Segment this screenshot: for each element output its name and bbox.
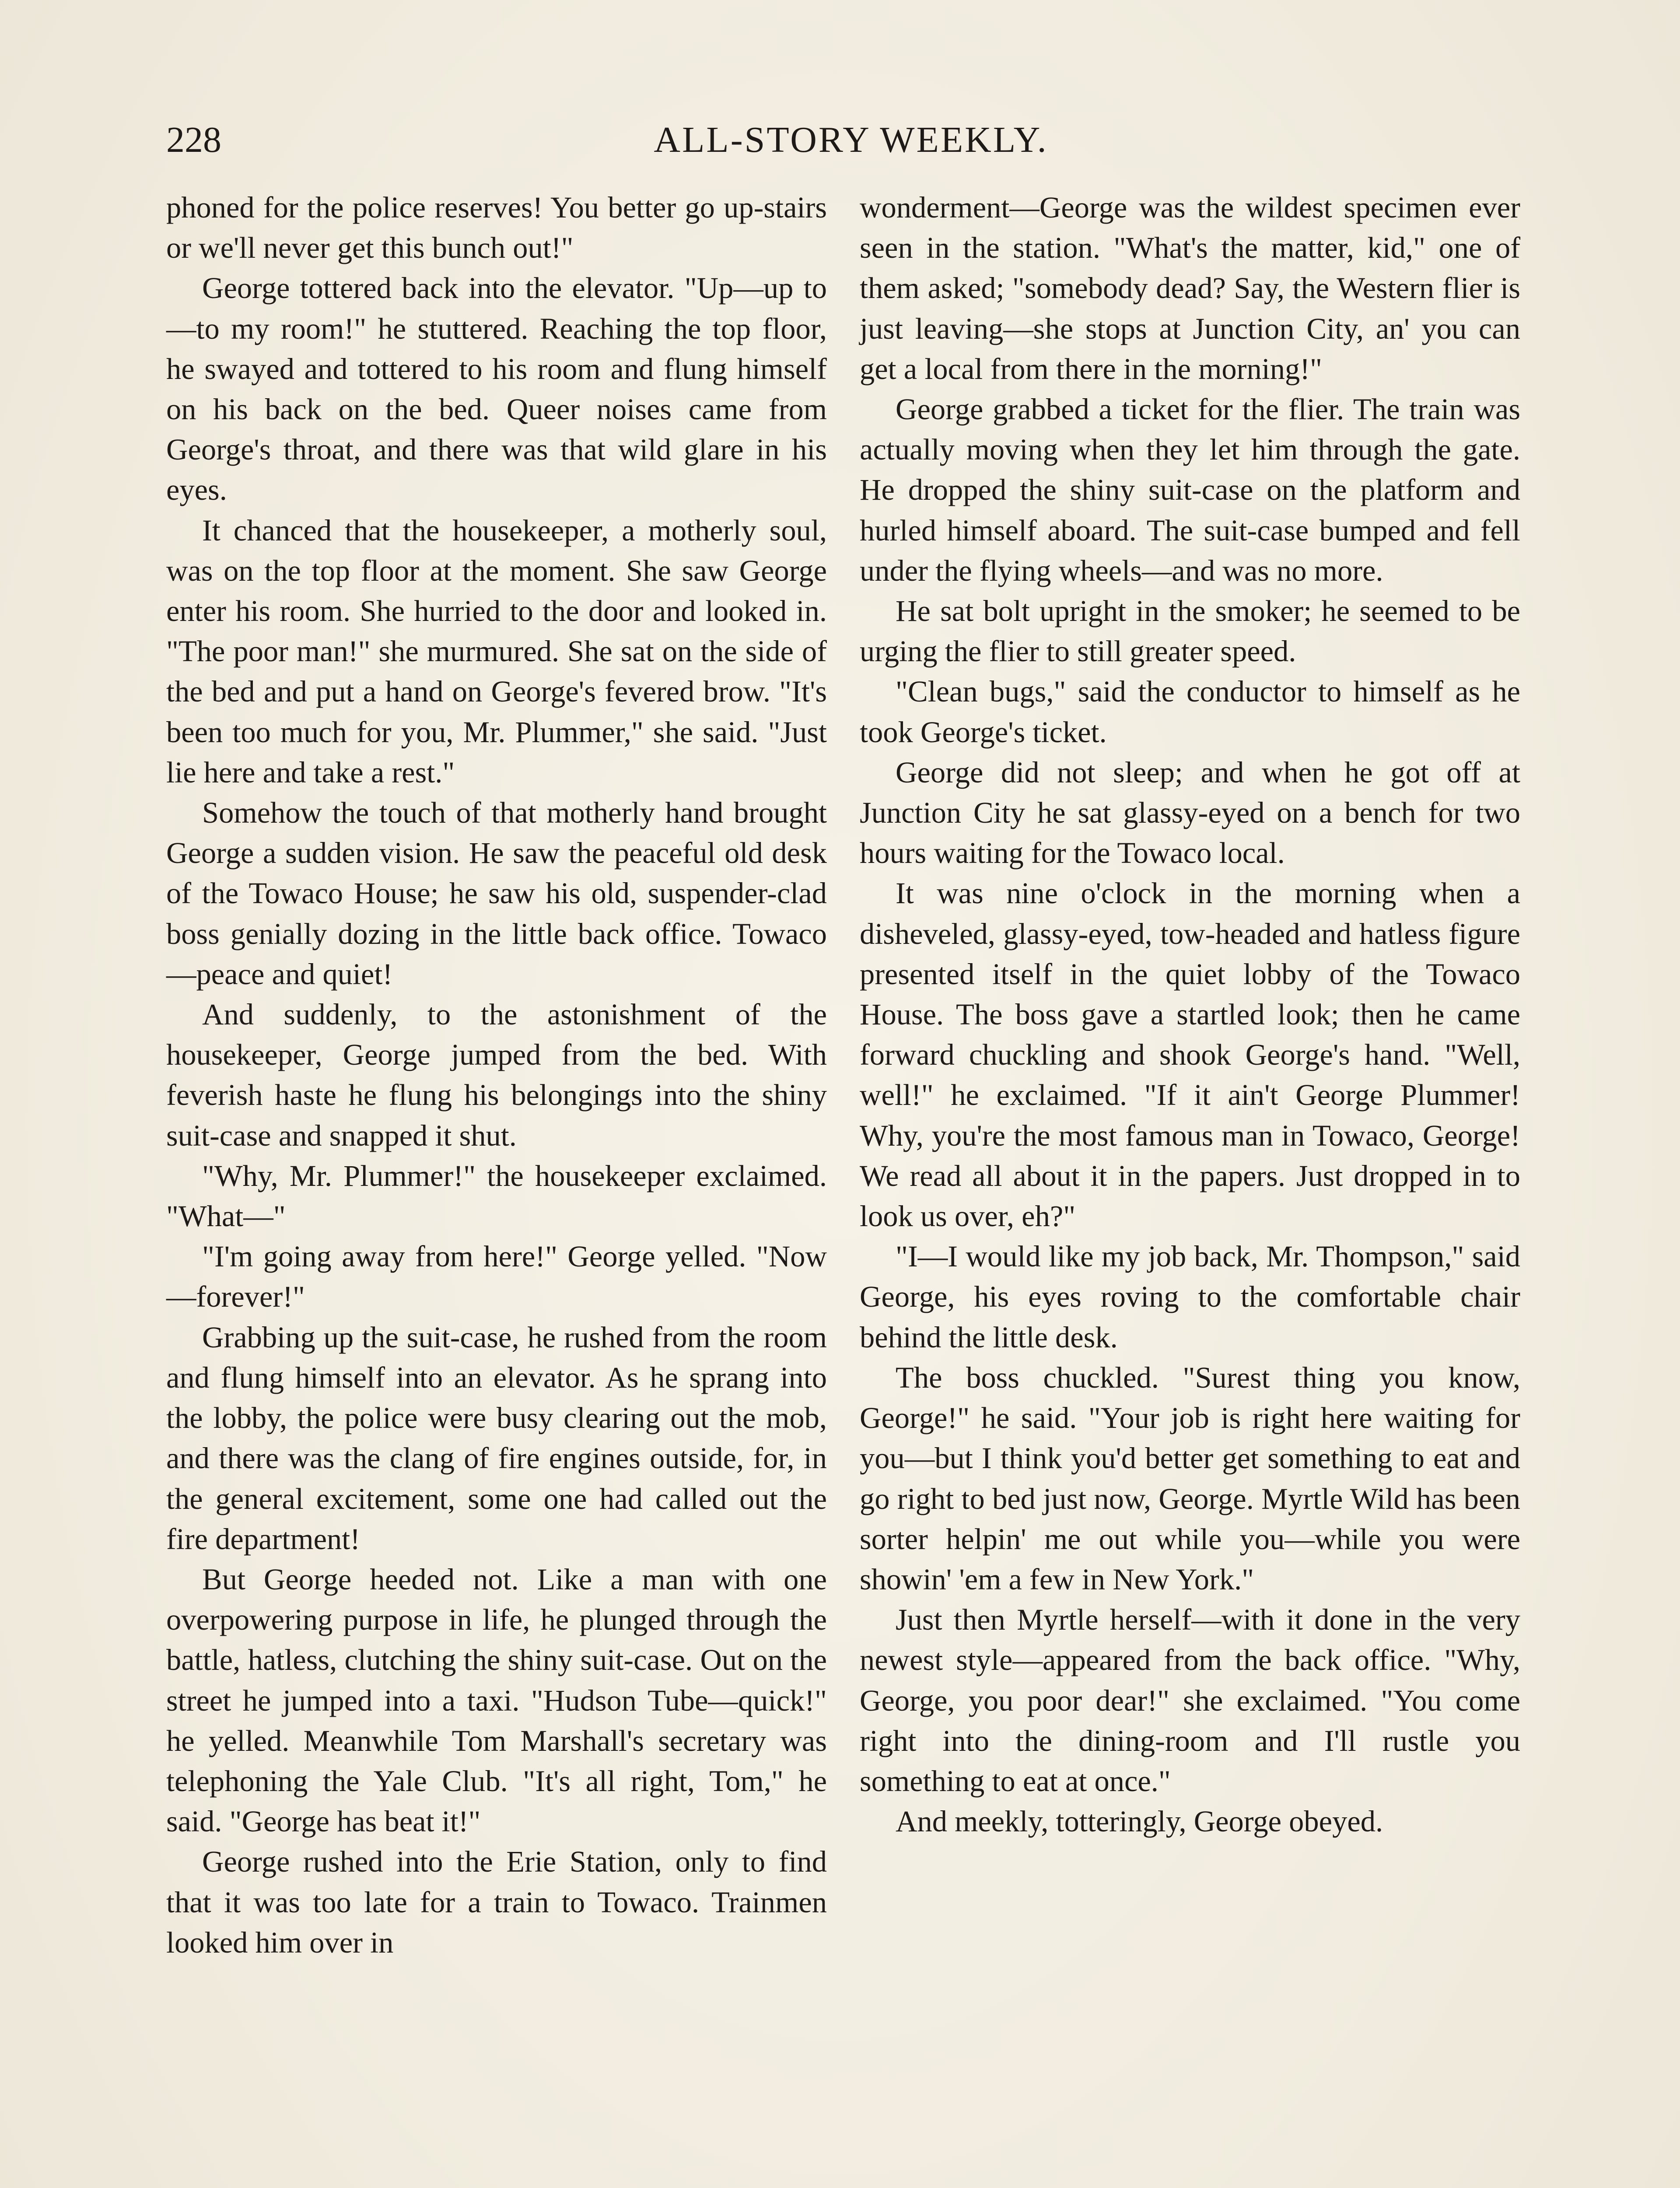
paragraph: George did not sleep; and when he got off at Junction City he sat glassy-eyed on a bench for two hours waiting for the Towaco local. [860,755,1520,870]
paragraph: The boss chuckled. "Surest thing you know, George!" he said. "Your job is right here waiting for you—but I think you'd better get something to eat and go right to bed just now, George. Myrtle Wild has been sorter helpin' me out while you—while you were showin' 'em a few in New York." [860,1360,1520,1596]
paragraph: "I'm going away from here!" George yelled. "Now—forever!" [166,1240,827,1314]
page-number: 228 [166,119,221,160]
paragraph: George grabbed a ticket for the flier. The train was actually moving when they let him through the gate. He dropped the shiny suit-case on the platform and hurled himself aboard. The suit-case bumped and fell under the flying wheels—and was no more. [860,393,1520,587]
paragraph: Just then Myrtle herself—with it done in the very newest style—appeared from the back office. "Why, George, you poor dear!" she exclaimed. "You come right into the dining-room and I'll rustle you something to eat at once." [860,1603,1520,1798]
paragraph: But George heeded not. Like a man with one overpowering purpose in life, he plunged through the battle, hatless, clutching the shiny suit-case. Out on the street he jumped into a taxi. "Hudson Tube—quick!" he yelled. Meanwhile Tom Marshall's secretary was telephoning the Yale Club. "It's all right, Tom," he said. "George has beat it!" [166,1562,827,1838]
paragraph: wonderment—George was the wildest specimen ever seen in the station. "What's the matter, kid," one of them asked; "somebody dead? Say, the Western flier is just leaving—she stops at Junction City, an' you can get a local from there in the morning!" [860,191,1520,386]
running-title: ALL-STORY WEEKLY. [654,119,1048,160]
paragraph: Grabbing up the suit-case, he rushed from the room and flung himself into an elevator. As he sprang into the lobby, the police were busy clearing out the mob, and there was the clang of fire engines outside, for, in the general excitement, some one had called out the fire department! [166,1320,827,1556]
paragraph: It chanced that the housekeeper, a motherly soul, was on the top floor at the moment. She saw George enter his room. She hurried to the door and looked in. "The poor man!" she murmured. She sat on the side of the bed and put a hand on George's fevered brow. "It's been too much for you, Mr. Plummer," she said. "Just lie here and take a rest." [166,513,827,789]
paragraph: George tottered back into the elevator. "Up—up to—to my room!" he stuttered. Reaching the top floor, he swayed and tottered to his room and flung himself on his back on the bed. Queer noises came from George's throat, and there was that wild glare in his eyes. [166,271,827,507]
paragraph: phoned for the police reserves! You better go up-stairs or we'll never get this bunch out!" [166,191,827,265]
paragraph: He sat bolt upright in the smoker; he seemed to be urging the flier to still greater speed. [860,594,1520,668]
paragraph: And suddenly, to the astonishment of the housekeeper, George jumped from the bed. With feverish haste he flung his belongings into the shiny suit-case and snapped it shut. [166,998,827,1152]
paragraph: George rushed into the Erie Station, only to find that it was too late for a train to Towaco. Trainmen looked him over in [166,1845,827,1959]
right-column [860,187,1520,1841]
paragraph: "Why, Mr. Plummer!" the housekeeper exclaimed. "What—" [166,1159,827,1233]
paragraph: Somehow the touch of that motherly hand brought George a sudden vision. He saw the peaceful old desk of the Towaco House; he saw his old, suspender-clad boss genially dozing in the little back office. Towaco—peace and quiet! [166,796,827,991]
paragraph: "I—I would like my job back, Mr. Thompson," said George, his eyes roving to the comfortable chair behind the little desk. [860,1240,1520,1354]
left-column [166,187,827,1963]
paragraph: "Clean bugs," said the conductor to himself as he took George's ticket. [860,675,1520,749]
paragraph: It was nine o'clock in the morning when a disheveled, glassy-eyed, tow-headed and hatless figure presented itself in the quiet lobby of the Towaco House. The boss gave a startled look; then he came forward chuckling and shook George's hand. "Well, well!" he exclaimed. "If it ain't George Plummer! Why, you're the most famous man in Towaco, George! We read all about it in the papers. Just dropped in to look us over, eh?" [860,877,1520,1233]
page-header [166,114,1536,166]
paragraph: And meekly, totteringly, George obeyed. [896,1805,1383,1838]
